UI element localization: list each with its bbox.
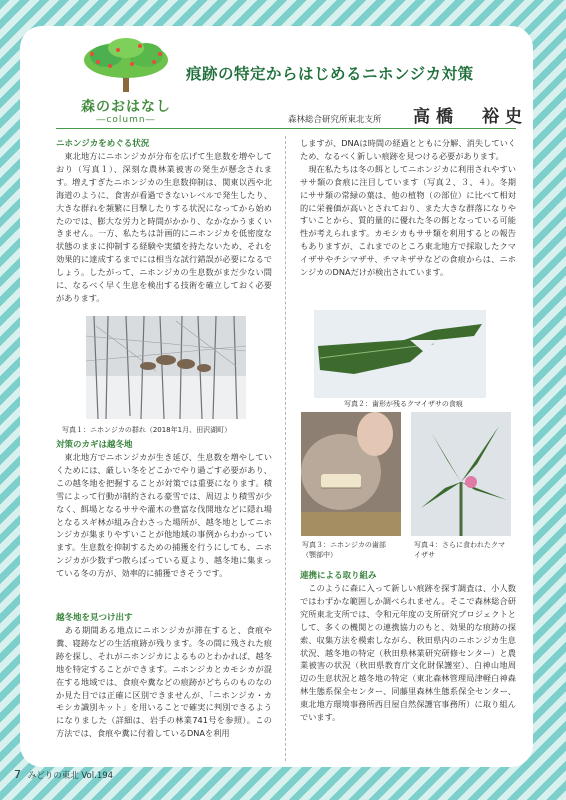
column-separator — [285, 136, 286, 761]
photo-deer-teeth — [301, 412, 401, 536]
column-title: 森のおはなし — [81, 99, 171, 115]
article-title: 痕跡の特定からはじめるニホンジカ対策 — [186, 65, 474, 83]
section-heading-collaboration: 連携による取り組み — [300, 571, 377, 581]
photo-eaten-bamboo-grass — [411, 412, 511, 536]
caption-photo3: 写真３：ニホンジカの歯部 （顎部中） — [302, 541, 386, 559]
teeth-photo-icon — [301, 412, 401, 536]
eaten-leaf-photo-icon — [411, 412, 511, 536]
section-body-collaboration: このように森に入って新しい痕跡を探す調査は、小人数ではわずかな範囲しか調べられません。そこで森林総合研究所東北支所では、令和元年度の支所研究プロジェクトとして、多くの機関との連携協力のもと、効果的な痕跡の探索、収集方法を模索しながら、秋田県内のニホンジカ生息状況、越冬地の特定（秋田県林業研究研修センター）と農業被害の状況（秋田県教育庁文化財保護室）、白神山地周辺の生息状況と越冬地の特定（東北森林管理局津軽白神森林生態系保全センター、同藤里森林生態系保全センター、東北地方環境事務所西目屋自然保護官事務所）に取り組んでいます。 — [300, 583, 516, 723]
caption-photo2: 写真２：歯形が残るクマイザサの食痕 — [344, 400, 463, 408]
leaf-photo-icon — [314, 310, 486, 398]
author-affiliation: 森林総合研究所東北支所 — [288, 115, 382, 125]
section-heading-finding: 越冬地を見つけ出す — [56, 613, 133, 623]
column-subtitle: ―column― — [96, 115, 156, 125]
header-divider — [56, 128, 516, 129]
footer — [14, 768, 113, 781]
section-body-continued: しますが、DNAは時間の経過とともに分解、消失していくため、なるべく新しい痕跡を見つける必要があります。 現在私たちは冬の餌としてニホンジカに利用されやすいササ類の食痕に注目しています（写真２、３、４）。冬期にササ類の常緑の葉は、他の植物（の部位）に比べて相対的に栄養価が高いとされており、また大きな群落になりやすいことから、質的量的に優れた冬の餌となっている可能性が考えられます。カモシカもササ類を利用するとの報告もありますが、これまでのところ東北地方で採取したクマイザサやチシマザサ、チマキザサなどの食痕からは、ニホンジカのDNAだけが検出されています。 — [300, 138, 516, 278]
section-heading-wintering: 対策のカギは越冬地 — [56, 440, 133, 450]
section-heading-situation: ニホンジカをめぐる状況 — [56, 139, 150, 149]
tree-logo-icon — [70, 38, 182, 94]
photo-deer-herd — [86, 316, 246, 419]
magazine-name: みどりの東北 Vol.194 — [27, 771, 114, 781]
caption-photo1: 写真１：ニホンジカの群れ（2018年1月、田沢湖町） — [62, 426, 232, 434]
photo-bamboo-grass-leaf — [314, 310, 486, 398]
caption-photo4: 写真４：さらに食われたクマ イザサ — [414, 541, 505, 559]
page-number: 7 — [14, 768, 21, 781]
author-name: 高橋 裕史 — [413, 107, 528, 127]
section-body-situation: 東北地方にニホンジカが分布を広げて生息数を増やしており（写真１）、深刻な農林業被害の発生が懸念されます。増えすぎたニホンジカの生息数抑制は、関東以西や北海道のように、食害が看過できないレベルで発生したり、大きな群れを頻繁に目撃したりする状況になってから始めたのでは、膨大な労力と時間がかかり、なかなかうまくいきません。一方、私たちは計画的にニホンジカを低密度な状態のままに抑制する経験や実績を持たないため、それを効果的に達成するまでには相当な試行錯誤が必要になるでしょう。したがって、ニホンジカの生息数がまだ少ない間に、なるべく早く生息を検出する技術を確立しておく必要があります。 — [56, 151, 272, 303]
section-body-finding: ある期間ある地点にニホンジカが滞在すると、食痕や糞、寝跡などの生活痕跡が残ります。冬の間に残された痕跡を探し、それがニホンジカによるものとわかれば、越冬地を特定することができます。ニホンジカとカモシカが混在する地域では、食痕や糞などの痕跡がどちらのものなのか見た目では正確に区別できませんが、「ニホンジカ・カモシカ識別キット」を用いることで確実に判別できるようになりました（詳細は、岩手の林業741号を参照）。この方法では、食痕や糞に付着しているDNAを利用 — [56, 625, 272, 739]
snow-forest-photo-icon — [86, 316, 246, 419]
section-body-wintering: 東北地方でニホンジカが生き延び、生息数を増やしていくためには、厳しい冬をどこかでやり過ごす必要があり、この越冬地を把握することが対策では重要になります。積雪によって行動が制約される豪雪では、周辺より積雪が少なく、餌場となるササや灌木の豊富な伐開地などに隠れ場となるスギ林が組み合わさった場所が、越冬地としてニホンジカが集まりやすいことが他地域の事例からわかっています。生息数を抑制するための捕獲を行うにしても、ニホンジカが少数ずつ散らばっている夏より、越冬地に集まっている冬の方が、効率的に捕獲できそうです。 — [56, 452, 272, 579]
